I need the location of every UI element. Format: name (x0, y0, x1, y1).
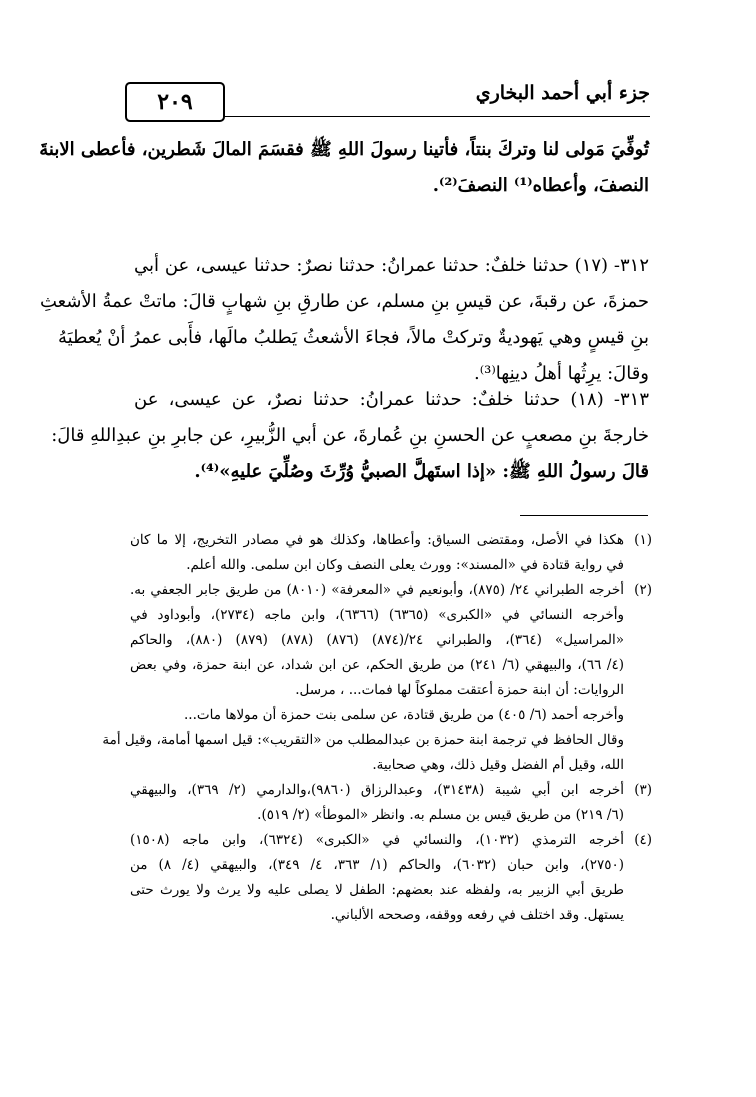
text-line: قالَ رسولُ اللهِ ﷺ: «إذا استَهلَّ الصبيُّ وُرِّثَ وصُلِّيَ عليهِ»⁽⁴⁾. (194, 461, 649, 482)
footnote-line: طريق أبي الزبير به، ولفظه عند بعضهم: الطفل لا يصلى عليه ولا يرث ولا يورث حتى (130, 882, 624, 898)
text-line: تُوفِّيَ مَولى لنا وتركَ بنتاً، فأتينا رسولَ اللهِ ﷺ فقسَمَ المالَ شَطرين، فأعطى الابنةَ (39, 139, 649, 160)
footnote-line (130, 578, 652, 603)
footnote-number: (١) (634, 532, 652, 548)
text-line: وقالَ: يرِثُها أهلُ دينِها⁽³⁾. (474, 363, 649, 384)
footnote-line: وأخرجه أحمد (٦/ ٤٠٥) من طريق قتادة، عن سلمى بنت حمزة أن مولاها مات... (184, 707, 624, 723)
footnote-line: (٢٧٥٠)، وابن حبان (٦٠٣٢)، والحاكم (١/ ٣٦٣، ٤/ ٣٤٩)، والبيهقي (٤/ ٨) من (130, 857, 625, 873)
footnote-line (130, 778, 652, 803)
footnote-line: «المراسيل» (٣٦٤)، والطبراني ٢٤/(٨٧٤) (٨٧٦) (٨٧٨) (٨٧٩) (٨٨٠)، والحاكم (130, 632, 625, 648)
hadith-paragraph-2 (39, 248, 649, 392)
footnote-line: الله، وقيل أم الفضل وقيل ذلك، وهي صحابية. (372, 757, 624, 773)
header-rule (215, 116, 650, 117)
footnote-number: (٢) (634, 582, 652, 598)
footnote-line (130, 528, 652, 553)
footnote-text: هكذا في الأصل، ومقتضى السياق: وأعطاها، وكذلك هو في مصادر التخريج، إلا ما كان (130, 532, 624, 548)
footnote-text: أخرجه ابن أبي شيبة (٣١٤٣٨)، وعبدالرزاق (٩٨٦٠)،والدارمي (٢/ ٣٦٩)، والبيهقي (130, 782, 625, 798)
footnote-line: الروايات: أن ابنة حمزة أعتقت مملوكاً لها فمات... ، مرسل. (295, 682, 624, 698)
text-line: بنِ قيسٍ وهي يَهوديةٌ وتركتْ مالاً، فجاءَ الأشعثُ يَطلبُ مالَها، فأَبى عمرُ أنْ يُعطيَهُ (57, 327, 649, 348)
text-line: النصفَ، وأعطاه⁽¹⁾ النصفَ⁽²⁾. (432, 175, 649, 196)
running-header (125, 82, 650, 124)
text-line: ٣١٣- (١٨) حدثنا خلفٌ: حدثنا عمرانُ: حدثنا نصرٌ، عن عيسى، عن (134, 389, 650, 410)
text-line: ٣١٢- (١٧) حدثنا خلفٌ: حدثنا عمرانُ: حدثنا نصرٌ: حدثنا عيسى، عن أبي (134, 255, 649, 276)
footnote-line: في رواية قتادة في «المسند»: وورث يعلى النصف وكان ابن سلمى. والله أعلم. (186, 557, 624, 573)
footnote-text: أخرجه الطبراني ٢٤/ (٨٧٥)، وأبونعيم في «المعرفة» (٨٠١٠) من طريق جابر الجعفي به. (130, 582, 624, 598)
footnote-text: أخرجه الترمذي (١٠٣٢)، والنسائي في «الكبرى» (٦٣٢٤)، وابن ماجه (١٥٠٨) (130, 832, 625, 848)
hadith-paragraph-3 (51, 382, 650, 490)
footnote-line: (٦/ ٢١٩) من طريق قيس بن مسلم به. وانظر «الموطأ» (٢/ ٥١٩). (257, 807, 624, 823)
page-number: ٢٠٩ (125, 82, 225, 122)
footnote-line (130, 828, 652, 853)
footnote-number: (٤) (634, 832, 653, 848)
footnote-number: (٣) (634, 782, 653, 798)
footnote-line: يستهل. وقد اختلف في رفعه ووقفه، وصححه الألباني. (330, 907, 624, 923)
footnote-line: وقال الحافظ في ترجمة ابنة حمزة بن عبدالمطلب من «التقريب»: قيل اسمها أمامة، وقيل أمة (102, 732, 624, 748)
footnote-line: وأخرجه النسائي في «الكبرى» (٦٣٦٥) (٦٣٦٦)، وابن ماجه (٢٧٣٤)، وأبوداود في (130, 607, 625, 623)
text-line: حمزةَ، عن رقبةَ، عن قيسِ بنِ مسلم، عن طارقِ بنِ شهابٍ قالَ: ماتتْ عمةُ الأشعثِ (39, 291, 649, 312)
footnote-line: (٤/ ٦٦)، والبيهقي (٦/ ٢٤١) من طريق الحكم، عن ابن شداد، عن ابنة حمزة، وفي بعض (130, 657, 624, 673)
header-title: جزء أبي أحمد البخاري (475, 82, 650, 104)
text-line: خارجةَ بنِ مصعبٍ عن الحسنِ بنِ عُمارةَ، عن أبي الزُّبيرِ، عن جابرِ بنِ عبدِاللهِ قالَ: (51, 425, 649, 446)
footnotes (102, 528, 653, 928)
hadith-paragraph-1 (39, 132, 649, 204)
footnote-divider (520, 515, 648, 516)
